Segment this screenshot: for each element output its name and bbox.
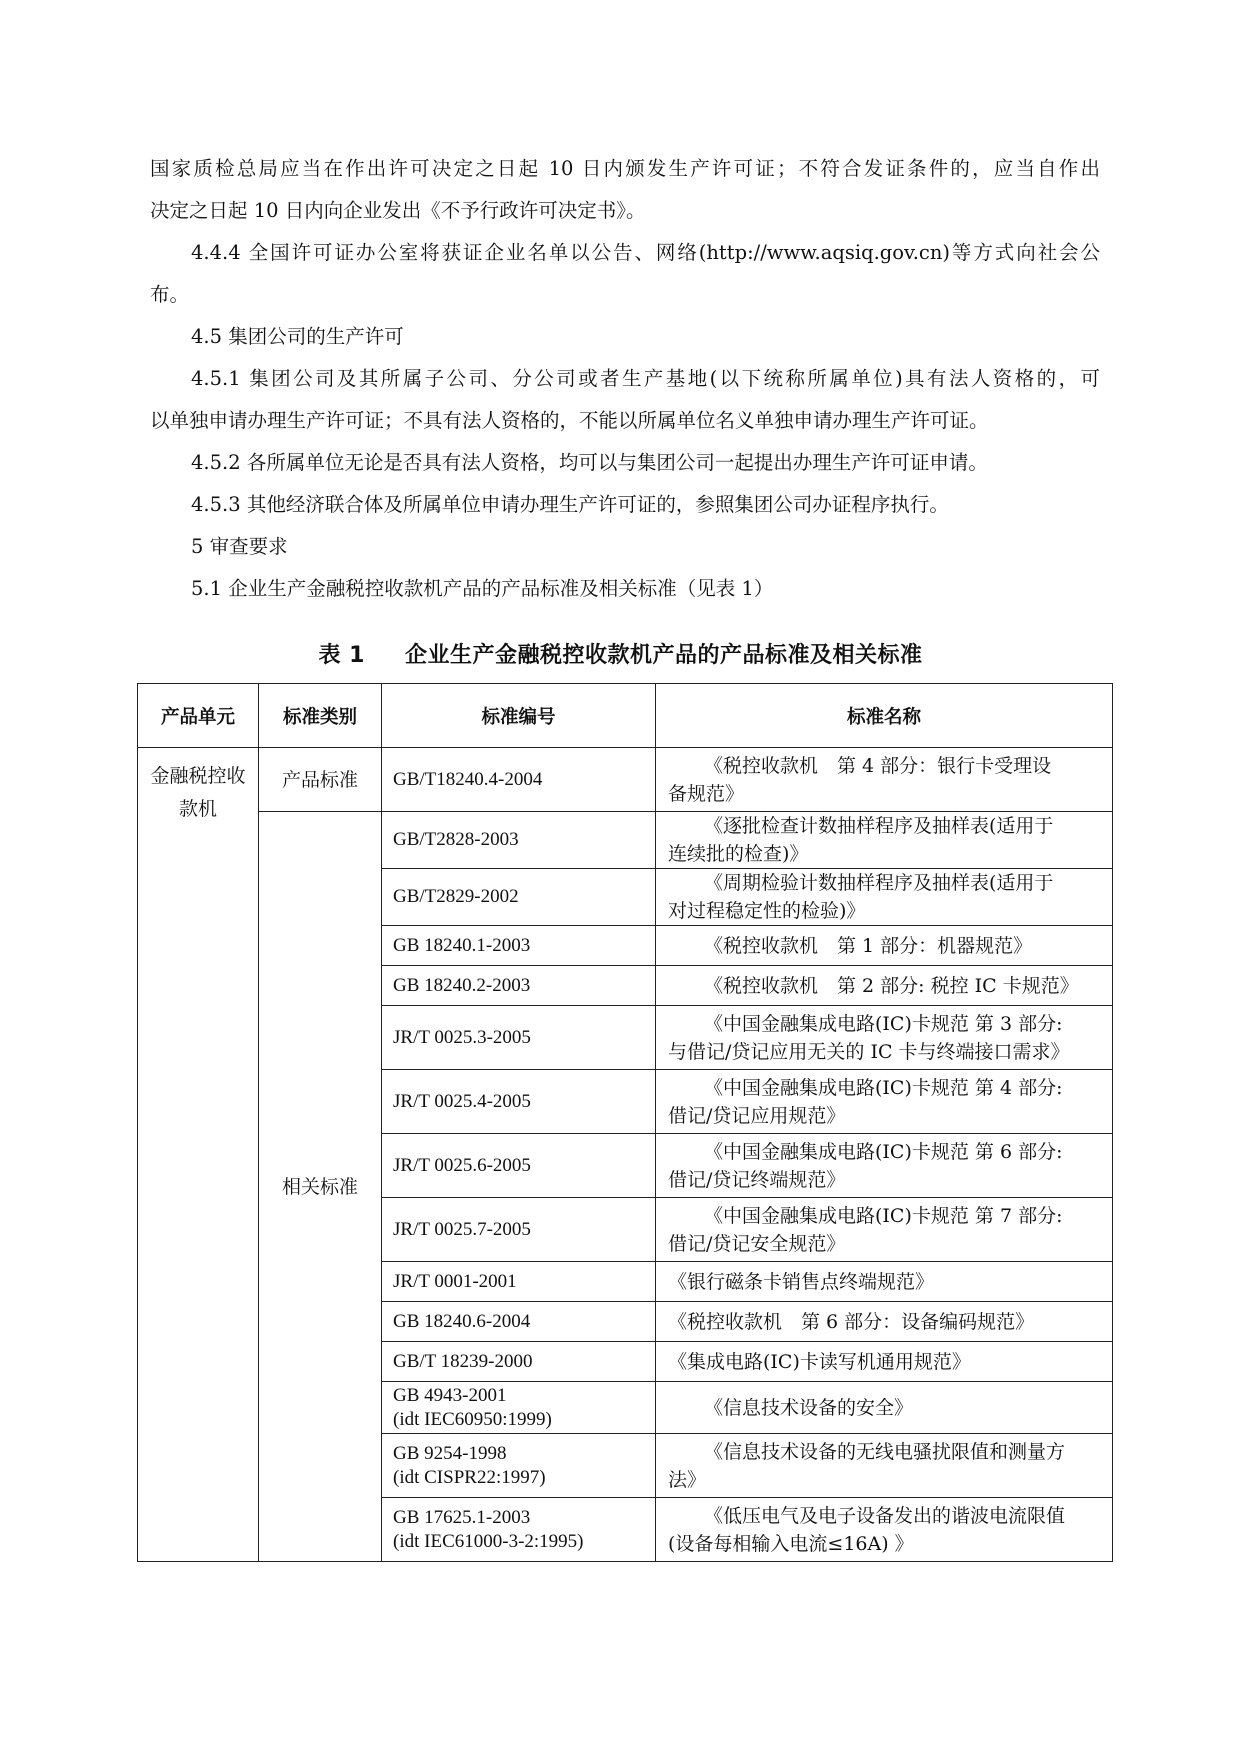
standard-code-line: (idt IEC61000-3-2:1995) bbox=[393, 1530, 584, 1552]
standard-name-cell bbox=[656, 1342, 1113, 1382]
standard-name-cell bbox=[656, 1302, 1113, 1342]
paragraph-line: 4.4.4 全国许可证办公室将获证企业名单以公告、网络(http://www.aqsiq.gov.cn)等方式向社会公 bbox=[191, 241, 1100, 264]
standard-code-line: (idt IEC60950:1999) bbox=[393, 1408, 552, 1430]
standard-code-line: GB/T2829-2002 bbox=[393, 886, 519, 907]
standard-code-line: GB 18240.2-2003 bbox=[393, 974, 531, 996]
standard-code-cell bbox=[382, 1434, 656, 1498]
standard-code-line: JR/T 0025.6-2005 bbox=[393, 1154, 531, 1176]
standard-name-line: 《低压电气及电子设备发出的谐波电流限值 bbox=[704, 1504, 1066, 1527]
standard-code-line: GB 4943-2001 bbox=[393, 1384, 507, 1406]
standard-code-line: GB 9254-1998 bbox=[393, 1442, 507, 1464]
standard-name-line: 《信息技术设备的无线电骚扰限值和测量方 bbox=[704, 1440, 1066, 1463]
standard-name-cell bbox=[656, 1262, 1113, 1302]
standard-name-cell bbox=[656, 1134, 1113, 1198]
standard-name-line: 《集成电路(IC)卡读写机通用规范》 bbox=[668, 1350, 971, 1373]
paragraph-line: 国家质检总局应当在作出许可决定之日起 10 日内颁发生产许可证；不符合发证条件的，应当自作出 bbox=[150, 157, 1100, 180]
standard-code-line: GB 18240.1-2003 bbox=[393, 934, 531, 956]
table-row bbox=[138, 812, 1113, 869]
category-related-label: 相关标准 bbox=[281, 1175, 358, 1198]
standard-code-line: GB 17625.1-2003 bbox=[393, 1506, 531, 1528]
standard-code-cell bbox=[382, 966, 656, 1006]
standard-name-line: 《税控收款机 第 4 部分：银行卡受理设 bbox=[704, 754, 1052, 777]
standard-name-cell bbox=[656, 869, 1113, 926]
standard-name-line: 《税控收款机 第 1 部分：机器规范》 bbox=[704, 934, 1033, 957]
standard-name-cell bbox=[656, 748, 1113, 812]
table-header-row bbox=[138, 684, 1113, 748]
standard-name-cell bbox=[656, 1382, 1113, 1434]
paragraph-line: 以单独申请办理生产许可证；不具有法人资格的，不能以所属单位名义单独申请办理生产许可证。 bbox=[150, 409, 989, 432]
standard-code-line: (idt CISPR22:1997) bbox=[393, 1466, 546, 1488]
standards-table bbox=[137, 683, 1113, 1562]
standard-name-line: 法》 bbox=[668, 1468, 707, 1491]
standard-name-cell bbox=[656, 1006, 1113, 1070]
category-cell bbox=[259, 812, 382, 1562]
standard-code-cell bbox=[382, 1302, 656, 1342]
standard-code-line: JR/T 0025.3-2005 bbox=[393, 1026, 531, 1048]
header-standard-code: 标准编号 bbox=[382, 684, 656, 748]
paragraph-line: 决定之日起 10 日内向企业发出《不予行政许可决定书》。 bbox=[150, 199, 646, 222]
standard-code-cell bbox=[382, 1382, 656, 1434]
table-caption bbox=[0, 638, 1241, 669]
product-unit-cell bbox=[138, 748, 259, 1562]
standard-code-cell bbox=[382, 812, 656, 869]
standard-name-line: 《税控收款机 第 2 部分: 税控 IC 卡规范》 bbox=[704, 974, 1079, 997]
standard-name-line: 《中国金融集成电路(IC)卡规范 第 3 部分: bbox=[704, 1012, 1063, 1035]
section-heading: 5 审查要求 bbox=[191, 535, 288, 558]
standard-name-line: 《逐批检查计数抽样程序及抽样表(适用于 bbox=[704, 815, 1054, 837]
table-row bbox=[138, 748, 1113, 812]
standard-code-line: GB/T 18239-2000 bbox=[393, 1350, 533, 1372]
category-product-label: 产品标准 bbox=[281, 768, 358, 791]
paragraph-line: 4.5.3 其他经济联合体及所属单位申请办理生产许可证的，参照集团公司办证程序执行。 bbox=[191, 493, 949, 516]
standard-name-line: 《银行磁条卡销售点终端规范》 bbox=[668, 1270, 935, 1293]
standard-name-line: 借记/贷记终端规范》 bbox=[668, 1168, 846, 1191]
standard-code-cell bbox=[382, 1070, 656, 1134]
header-standard-category: 标准类别 bbox=[259, 684, 382, 748]
table-body bbox=[138, 748, 1113, 1562]
standard-name-line: 《信息技术设备的安全》 bbox=[704, 1396, 914, 1419]
standard-name-cell bbox=[656, 812, 1113, 869]
standard-name-line: 《周期检验计数抽样程序及抽样表(适用于 bbox=[704, 872, 1054, 894]
standard-name-line: 与借记/贷记应用无关的 IC 卡与终端接口需求》 bbox=[668, 1040, 1070, 1063]
header-product-unit: 产品单元 bbox=[138, 684, 259, 748]
standard-code-line: GB/T2828-2003 bbox=[393, 829, 519, 850]
standard-code-cell bbox=[382, 1342, 656, 1382]
standard-name-line: 借记/贷记应用规范》 bbox=[668, 1104, 846, 1127]
standard-name-cell bbox=[656, 926, 1113, 966]
standard-code-cell bbox=[382, 748, 656, 812]
standard-name-line: 《中国金融集成电路(IC)卡规范 第 7 部分: bbox=[704, 1204, 1063, 1227]
standard-code-line: JR/T 0025.4-2005 bbox=[393, 1090, 531, 1112]
standard-name-cell bbox=[656, 966, 1113, 1006]
paragraph-line: 4.5.1 集团公司及其所属子公司、分公司或者生产基地(以下统称所属单位)具有法人资格的，可 bbox=[191, 367, 1100, 390]
standard-code-cell bbox=[382, 869, 656, 926]
paragraph-line: 布。 bbox=[150, 283, 190, 306]
standard-code-cell bbox=[382, 1198, 656, 1262]
table-title: 企业生产金融税控收款机产品的产品标准及相关标准 bbox=[404, 643, 923, 668]
standard-name-line: 《税控收款机 第 6 部分：设备编码规范》 bbox=[668, 1310, 1035, 1333]
standard-code-cell bbox=[382, 1134, 656, 1198]
standard-code-line: GB/T18240.4-2004 bbox=[393, 768, 543, 790]
standard-name-line: 连续批的检查)》 bbox=[668, 843, 809, 865]
standard-name-line: 对过程稳定性的检验)》 bbox=[668, 900, 866, 922]
standard-name-cell bbox=[656, 1070, 1113, 1134]
standard-code-cell bbox=[382, 1006, 656, 1070]
table-number: 表 1 bbox=[318, 643, 365, 668]
standard-name-cell bbox=[656, 1498, 1113, 1562]
standard-code-line: GB 18240.6-2004 bbox=[393, 1310, 531, 1332]
standard-name-line: 借记/贷记安全规范》 bbox=[668, 1232, 846, 1255]
standard-name-line: (设备每相输入电流≤16A) 》 bbox=[668, 1532, 914, 1555]
category-cell bbox=[259, 748, 382, 812]
standard-name-cell bbox=[656, 1434, 1113, 1498]
standard-code-cell bbox=[382, 926, 656, 966]
standard-code-line: JR/T 0025.7-2005 bbox=[393, 1218, 531, 1240]
standard-name-line: 《中国金融集成电路(IC)卡规范 第 6 部分: bbox=[704, 1140, 1063, 1163]
standard-code-cell bbox=[382, 1262, 656, 1302]
standard-code-cell bbox=[382, 1498, 656, 1562]
paragraph-line: 4.5.2 各所属单位无论是否具有法人资格，均可以与集团公司一起提出办理生产许可证申请。 bbox=[191, 451, 988, 474]
product-unit-label: 金融税控收款机 bbox=[150, 765, 246, 820]
standard-code-line: JR/T 0001-2001 bbox=[393, 1270, 517, 1292]
header-standard-name: 标准名称 bbox=[656, 684, 1113, 748]
standard-name-line: 《中国金融集成电路(IC)卡规范 第 4 部分: bbox=[704, 1076, 1063, 1099]
section-heading: 4.5 集团公司的生产许可 bbox=[191, 325, 404, 348]
standard-name-cell bbox=[656, 1198, 1113, 1262]
paragraph-line: 5.1 企业生产金融税控收款机产品的产品标准及相关标准（见表 1） bbox=[191, 577, 774, 600]
standard-name-line: 备规范》 bbox=[668, 782, 745, 805]
